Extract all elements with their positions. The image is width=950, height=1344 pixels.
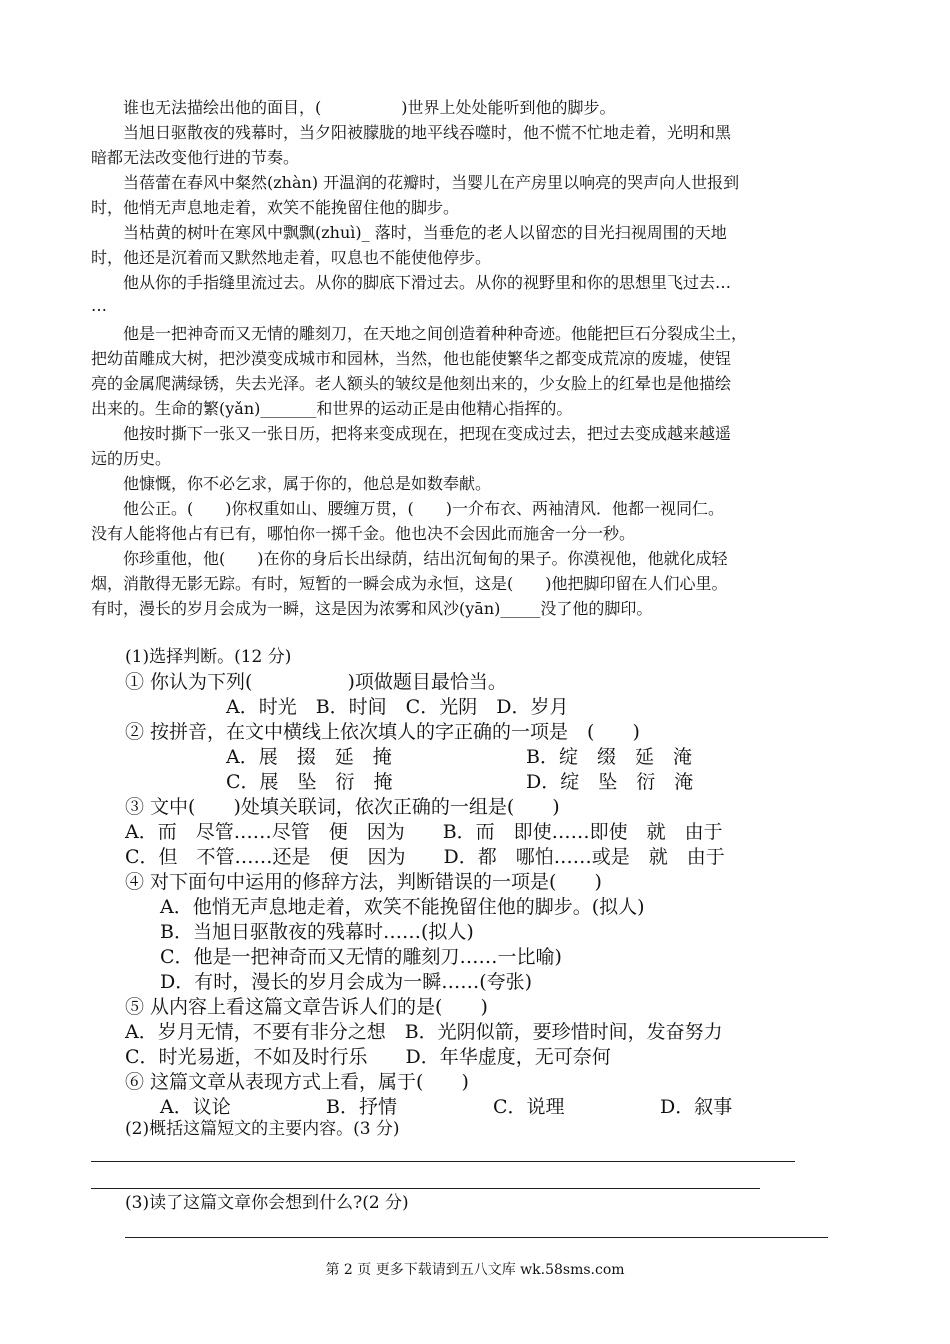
passage-line: 暗都无法改变他行进的节奏。	[91, 148, 300, 167]
options-cd: C．但 不管……还是 便 因为 D．都 哪怕……或是 就 由于	[125, 846, 725, 868]
passage-line: 把幼苗雕成大树，把沙漠变成城市和园林，当然，他也能使繁华之都变成荒凉的废墟，使锃	[91, 349, 732, 368]
passage-line: 他慷慨，你不必乞求，属于你的，他总是如数奉献。	[123, 474, 492, 493]
option-c: C．说理	[493, 1096, 565, 1118]
answer-line[interactable]	[91, 1161, 795, 1162]
answer-line[interactable]	[91, 1188, 760, 1189]
passage-line: 当旭日驱散夜的残幕时，当夕阳被朦胧的地平线吞噬时，他不慌不忙地走着，光明和黑	[123, 123, 732, 142]
passage-line: …	[91, 296, 107, 315]
passage-line: 时，他还是沉着而又默然地走着，叹息也不能使他停步。	[91, 248, 492, 267]
option-c: C．他是一把神奇而又无情的雕刻刀……一比喻)	[160, 946, 562, 968]
option-d: D．有时，漫长的岁月会成为一瞬……(夸张)	[160, 971, 533, 993]
passage-line: 亮的金属爬满绿锈，失去光泽。老人额头的皱纹是他刻出来的，少女脸上的红晕也是他描绘	[91, 374, 732, 393]
question-reflection: (3)读了这篇文章你会想到什么?(2 分)	[125, 1193, 409, 1213]
option-b: B．当旭日驱散夜的残幕时……(拟人)	[160, 921, 474, 943]
question-rhetoric: ④ 对下面句中运用的修辞方法，判断错误的一项是( )	[125, 871, 602, 893]
option-a: A．他悄无声息地走着，欢笑不能挽留住他的脚步。(拟人)	[160, 896, 645, 918]
passage-line: 谁也无法描绘出他的面目，( )世界上处处能听到他的脚步。	[123, 98, 616, 117]
passage-line: 烟，消散得无影无踪。有时，短暂的一瞬会成为永恒，这是( )他把脚印留在人们心里。	[91, 574, 728, 593]
passage-line: 当蓓蕾在春风中粲然(zhàn) 开温润的花瓣时，当婴儿在产房里以响亮的哭声向人世报到	[123, 173, 740, 192]
options-ab: A．岁月无情，不要有非分之想 B．光阴似箭，要珍惜时间，发奋努力	[125, 1021, 723, 1043]
passage-line: 他按时撕下一张又一张日历，把将来变成现在，把现在变成过去，把过去变成越来越遥	[123, 424, 732, 443]
question-pinyin: ② 按拼音，在文中横线上依次填人的字正确的一项是 ( )	[125, 721, 640, 743]
option-a: A．展 掇 延 掩	[226, 746, 392, 768]
question-options: A．时光 B．时间 C．光阴 D．岁月	[226, 696, 569, 718]
question-content: ⑤ 从内容上看这篇文章告诉人们的是( )	[125, 996, 488, 1018]
option-b: B．绽 缀 延 淹	[526, 746, 692, 768]
passage-line: 时，他悄无声息地走着，欢笑不能挽留住他的脚步。	[91, 198, 460, 217]
passage-line: 他从你的手指缝里流过去。从你的脚底下滑过去。从你的视野里和你的思想里飞过去…	[123, 273, 732, 292]
passage-line: 没有人能将他占有已有，哪怕你一掷千金。他也决不会因此而施舍一分一秒。	[91, 524, 636, 543]
question-conjunction: ③ 文中( )处填关联词，依次正确的一组是( )	[125, 796, 560, 818]
option-c: C．展 坠 衍 掩	[226, 771, 393, 793]
option-b: B．抒情	[326, 1096, 397, 1118]
question-expression: ⑥ 这篇文章从表现方式上看，属于( )	[125, 1071, 469, 1093]
option-d: D．叙事	[660, 1096, 733, 1118]
question-title-choice: ① 你认为下列( )项做题目最恰当。	[125, 671, 507, 693]
page-footer: 第 2 页 更多下载请到五八文库 wk.58sms.com	[325, 1262, 625, 1278]
options-cd: C．时光易逝，不如及时行乐 D．年华虚度，无可奈何	[125, 1046, 611, 1068]
passage-line: 他是一把神奇而又无情的雕刻刀，在天地之间创造着种种奇迹。他能把巨石分裂成尘土，	[123, 324, 748, 343]
answer-line[interactable]	[125, 1237, 828, 1238]
passage-line: 当枯黄的树叶在寒风中飘飘(zhuì)_ 落时，当垂危的老人以留恋的目光扫视周围的天地	[123, 223, 727, 242]
passage-line: 有时，漫长的岁月会成为一瞬，这是因为浓雾和风沙(yān)_____没了他的脚印。	[91, 599, 653, 618]
passage-line: 你珍重他，他( )在你的身后长出绿荫，结出沉甸甸的果子。你漠视他，他就化成轻	[123, 549, 728, 568]
question-summary: (2)概括这篇短文的主要内容。(3 分)	[125, 1119, 400, 1139]
passage-line: 出来的。生命的繁(yǎn)_______和世界的运动正是由他精心指挥的。	[91, 399, 573, 418]
passage-line: 他公正。( )你权重如山、腰缠万贯，( )一介布衣、两袖清风．他都一视同仁。	[123, 499, 724, 518]
option-d: D．绽 坠 衍 淹	[526, 771, 694, 793]
options-ab: A．而 尽管……尽管 便 因为 B．而 即使……即使 就 由于	[125, 821, 723, 843]
question-heading: (1)选择判断。(12 分)	[125, 647, 292, 667]
passage-line: 远的历史。	[91, 449, 172, 468]
option-a: A．议论	[160, 1096, 231, 1118]
